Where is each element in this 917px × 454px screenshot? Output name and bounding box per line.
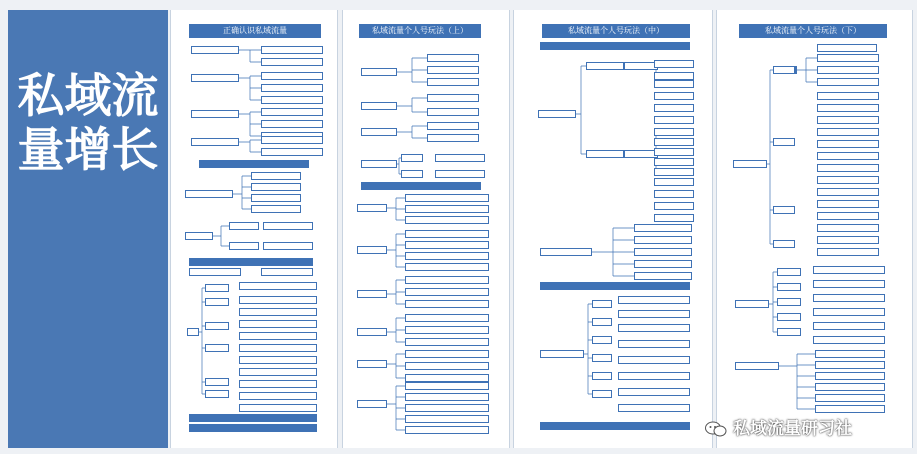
leaf-node	[817, 140, 879, 148]
leaf-node	[261, 136, 323, 144]
leaf-node	[817, 104, 879, 112]
branch-node	[733, 160, 767, 168]
leaf-node	[618, 324, 690, 332]
section-header	[540, 282, 690, 290]
branch-node	[361, 102, 397, 110]
leaf-node	[813, 294, 885, 302]
leaf-node	[251, 183, 301, 191]
leaf-node	[205, 390, 229, 398]
leaf-node	[189, 268, 241, 276]
branch-node	[540, 248, 592, 256]
leaf-node	[815, 383, 885, 391]
leaf-node	[654, 178, 694, 186]
panel-2	[342, 10, 510, 448]
leaf-node	[263, 242, 313, 250]
leaf-node	[618, 296, 690, 304]
connector	[592, 228, 634, 276]
leaf-node	[654, 116, 694, 124]
leaf-node	[405, 205, 489, 213]
leaf-node	[427, 94, 479, 102]
leaf-node	[817, 224, 879, 232]
leaf-node	[261, 148, 323, 156]
leaf-node	[654, 214, 694, 222]
leaf-node	[654, 60, 694, 68]
branch-node	[361, 128, 397, 136]
branch-node	[540, 350, 584, 358]
leaf-node	[405, 230, 489, 238]
branch-node	[357, 204, 387, 212]
leaf-node	[435, 154, 485, 162]
leaf-node	[405, 288, 489, 296]
leaf-node	[813, 322, 885, 330]
leaf-node	[405, 426, 489, 434]
leaf-node	[813, 308, 885, 316]
leaf-node	[261, 72, 323, 80]
section-footer	[189, 424, 317, 432]
leaf-node	[586, 150, 624, 158]
leaf-node	[239, 368, 317, 376]
leaf-node	[239, 332, 317, 340]
connector	[397, 98, 427, 112]
panel-4	[716, 10, 913, 448]
leaf-node	[618, 310, 690, 318]
leaf-node	[817, 78, 879, 86]
leaf-node	[634, 236, 692, 244]
leaf-node	[815, 350, 885, 358]
watermark-text: 私域流量研习社	[733, 419, 852, 439]
leaf-node	[654, 80, 694, 88]
leaf-node	[773, 206, 795, 214]
leaf-node	[817, 200, 879, 208]
leaf-node	[777, 313, 801, 321]
leaf-node	[229, 242, 259, 250]
leaf-node	[263, 222, 313, 230]
leaf-node	[261, 58, 323, 66]
leaf-node	[427, 66, 479, 74]
leaf-node	[251, 172, 301, 180]
leaf-node	[654, 190, 694, 198]
connector	[213, 226, 229, 246]
panel-1-title: 正确认识私域流量	[189, 24, 321, 38]
branch-node	[735, 300, 769, 308]
panel-2-title: 私域流量个人号玩法（上）	[359, 24, 481, 38]
leaf-node	[618, 340, 690, 348]
leaf-node	[405, 393, 489, 401]
panel-3	[513, 10, 713, 448]
leaf-node	[405, 382, 489, 390]
leaf-node	[401, 154, 423, 162]
leaf-node	[654, 148, 694, 156]
leaf-node	[405, 276, 489, 284]
leaf-node	[239, 282, 317, 290]
leaf-node	[405, 415, 489, 423]
branch-node	[357, 400, 387, 408]
leaf-node	[654, 128, 694, 136]
leaf-node	[813, 266, 885, 274]
leaf-node	[817, 248, 879, 256]
leaf-node	[618, 372, 690, 380]
branch-node	[191, 138, 239, 146]
leaf-node	[817, 66, 879, 74]
leaf-node	[239, 344, 317, 352]
leaf-node	[654, 158, 694, 166]
leaf-node	[817, 212, 879, 220]
leaf-node	[405, 350, 489, 358]
leaf-node	[654, 72, 694, 80]
leaf-node	[405, 241, 489, 249]
connector	[767, 70, 773, 244]
leaf-node	[654, 104, 694, 112]
panel-4-title: 私域流量个人号玩法（下）	[739, 24, 887, 38]
section-footer	[189, 414, 317, 422]
leaf-node	[405, 263, 489, 271]
leaf-node	[229, 222, 259, 230]
branch-node	[357, 328, 387, 336]
branch-node	[624, 150, 658, 158]
branch-node	[624, 62, 658, 70]
leaf-node	[427, 54, 479, 62]
leaf-node	[239, 296, 317, 304]
leaf-node	[654, 168, 694, 176]
leaf-node	[777, 298, 801, 306]
leaf-node	[634, 248, 692, 256]
leaf-node	[405, 194, 489, 202]
leaf-node	[427, 134, 479, 142]
cover-title: 私域流量增长	[17, 69, 159, 178]
leaf-node	[205, 284, 229, 292]
leaf-node	[205, 344, 229, 352]
leaf-node	[817, 116, 879, 124]
leaf-node	[405, 338, 489, 346]
leaf-node	[405, 252, 489, 260]
leaf-node	[239, 356, 317, 364]
connector	[387, 354, 405, 378]
leaf-node	[817, 188, 879, 196]
branch-node	[795, 66, 797, 74]
panel-3-title: 私域流量个人号玩法（中）	[542, 24, 690, 38]
leaf-node	[773, 66, 795, 74]
branch-node	[361, 68, 397, 76]
section-header	[199, 160, 309, 168]
leaf-node	[773, 240, 795, 248]
leaf-node	[618, 404, 690, 412]
section-header	[540, 42, 690, 50]
leaf-node	[618, 356, 690, 364]
leaf-node	[251, 194, 301, 202]
leaf-node	[427, 108, 479, 116]
connector	[239, 112, 261, 136]
branch-node	[191, 74, 239, 82]
leaf-node	[634, 260, 692, 268]
leaf-node	[773, 138, 795, 146]
connector	[795, 58, 817, 82]
branch-node	[357, 246, 387, 254]
connector	[387, 318, 405, 342]
leaf-node	[205, 378, 229, 386]
section-header	[189, 258, 313, 266]
leaf-node	[405, 300, 489, 308]
leaf-node	[817, 152, 879, 160]
leaf-node	[405, 374, 489, 382]
leaf-node	[586, 62, 624, 70]
leaf-node	[405, 314, 489, 322]
leaf-node	[777, 268, 801, 276]
connector	[397, 126, 427, 138]
connector	[584, 304, 592, 394]
leaf-node	[815, 361, 885, 369]
leaf-node	[239, 392, 317, 400]
leaf-node	[817, 236, 879, 244]
connector	[387, 234, 405, 267]
leaf-node	[817, 176, 879, 184]
connector	[233, 176, 251, 209]
leaf-node	[618, 388, 690, 396]
leaf-node	[634, 224, 692, 232]
leaf-node	[261, 120, 323, 128]
connector	[239, 50, 261, 62]
leaf-node	[427, 122, 479, 130]
leaf-node	[239, 308, 317, 316]
leaf-node	[813, 280, 885, 288]
leaf-node	[815, 394, 885, 402]
leaf-node	[817, 44, 877, 52]
leaf-node	[261, 46, 323, 54]
leaf-node	[592, 390, 612, 398]
leaf-node	[239, 380, 317, 388]
cover-sidebar	[8, 10, 168, 448]
leaf-node	[634, 272, 692, 280]
connector	[239, 76, 261, 100]
leaf-node	[261, 268, 313, 276]
connector	[769, 272, 777, 332]
leaf-node	[817, 92, 879, 100]
leaf-node	[815, 372, 885, 380]
leaf-node	[205, 298, 229, 306]
leaf-node	[592, 372, 612, 380]
leaf-node	[777, 328, 801, 336]
section-footer	[540, 422, 690, 430]
leaf-node	[261, 108, 323, 116]
connector	[387, 280, 405, 304]
leaf-node	[405, 216, 489, 224]
connector	[397, 58, 427, 82]
branch-node	[191, 46, 239, 54]
leaf-node	[777, 283, 801, 291]
branch-node	[191, 110, 239, 118]
leaf-node	[654, 202, 694, 210]
connector	[779, 354, 815, 409]
leaf-node	[817, 128, 879, 136]
branch-node	[538, 110, 576, 118]
leaf-node	[205, 322, 229, 330]
leaf-node	[592, 300, 612, 308]
branch-node	[357, 290, 387, 298]
leaf-node	[239, 404, 317, 412]
branch-node	[187, 328, 199, 336]
leaf-node	[592, 318, 612, 326]
leaf-node	[405, 404, 489, 412]
leaf-node	[401, 170, 423, 178]
branch-node	[361, 160, 397, 168]
leaf-node	[813, 336, 885, 344]
leaf-node	[654, 138, 694, 146]
leaf-node	[261, 84, 323, 92]
leaf-node	[261, 96, 323, 104]
watermark	[705, 418, 905, 440]
leaf-node	[427, 78, 479, 86]
leaf-node	[817, 54, 879, 62]
leaf-node	[592, 354, 612, 362]
connector	[576, 66, 586, 154]
leaf-node	[592, 336, 612, 344]
leaf-node	[405, 326, 489, 334]
branch-node	[735, 362, 779, 370]
connector	[239, 140, 261, 152]
connector	[387, 386, 405, 430]
leaf-node	[817, 164, 879, 172]
section-header	[361, 182, 481, 190]
leaf-node	[815, 405, 885, 413]
branch-node	[357, 360, 387, 368]
wechat-icon	[705, 421, 727, 437]
leaf-node	[239, 320, 317, 328]
branch-node	[185, 232, 213, 240]
connector	[387, 198, 405, 220]
leaf-node	[251, 205, 301, 213]
panel-1	[170, 10, 338, 448]
leaf-node	[405, 362, 489, 370]
leaf-node	[654, 92, 694, 100]
branch-node	[185, 190, 233, 198]
leaf-node	[435, 170, 485, 178]
